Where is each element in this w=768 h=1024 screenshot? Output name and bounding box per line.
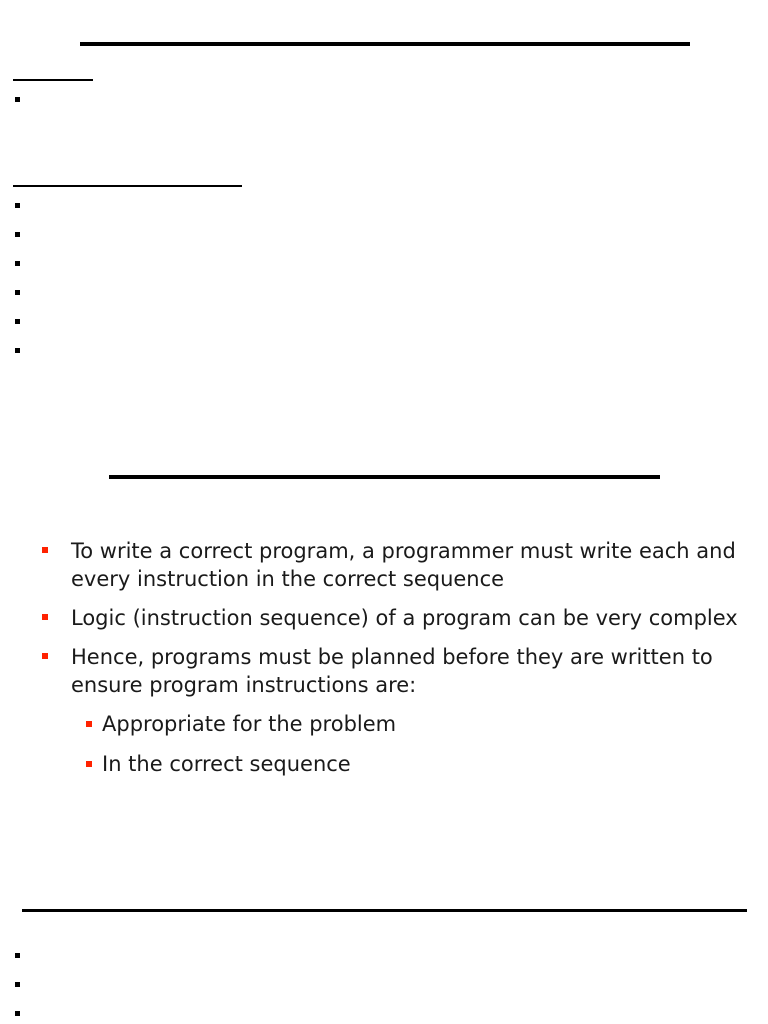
bullet-marker — [42, 547, 48, 553]
slide-sub-bullet-text: Appropriate for the problem — [102, 712, 397, 736]
slide-bullet — [40, 604, 740, 632]
slide-bullet — [40, 643, 740, 699]
slide-bullet — [40, 537, 740, 593]
slide-sub-bullet — [40, 750, 740, 778]
empty-bullet-marker — [15, 953, 20, 958]
empty-bullet-marker — [15, 348, 20, 353]
bullet-marker — [42, 614, 48, 620]
slide-sub-bullet-text: In the correct sequence — [102, 752, 351, 776]
bullet-marker — [42, 653, 48, 659]
empty-bullet-marker — [15, 1011, 20, 1016]
empty-bullet-marker — [15, 97, 20, 102]
slide-bullet-text: Hence, programs must be planned before they are written to ensure program instructions are: — [71, 645, 713, 697]
sub-bullet-marker — [86, 721, 92, 727]
slide-bullet-text: To write a correct program, a programmer must write each and every instruction in the correct sequence — [71, 539, 736, 591]
bottom-title-rule — [22, 909, 747, 912]
section-heading-rule-1 — [13, 79, 93, 81]
top-title-rule — [80, 42, 690, 46]
empty-bullet-marker — [15, 319, 20, 324]
slide-body — [40, 537, 740, 790]
empty-bullet-marker — [15, 290, 20, 295]
empty-bullet-marker — [15, 232, 20, 237]
slide-bullet-text: Logic (instruction sequence) of a program can be very complex — [71, 606, 738, 630]
slide-title-rule — [109, 475, 660, 479]
section-heading-rule-2 — [13, 185, 242, 187]
slide-sub-bullet — [40, 710, 740, 738]
sub-bullet-marker — [86, 761, 92, 767]
empty-bullet-marker — [15, 203, 20, 208]
empty-bullet-marker — [15, 261, 20, 266]
empty-bullet-marker — [15, 982, 20, 987]
